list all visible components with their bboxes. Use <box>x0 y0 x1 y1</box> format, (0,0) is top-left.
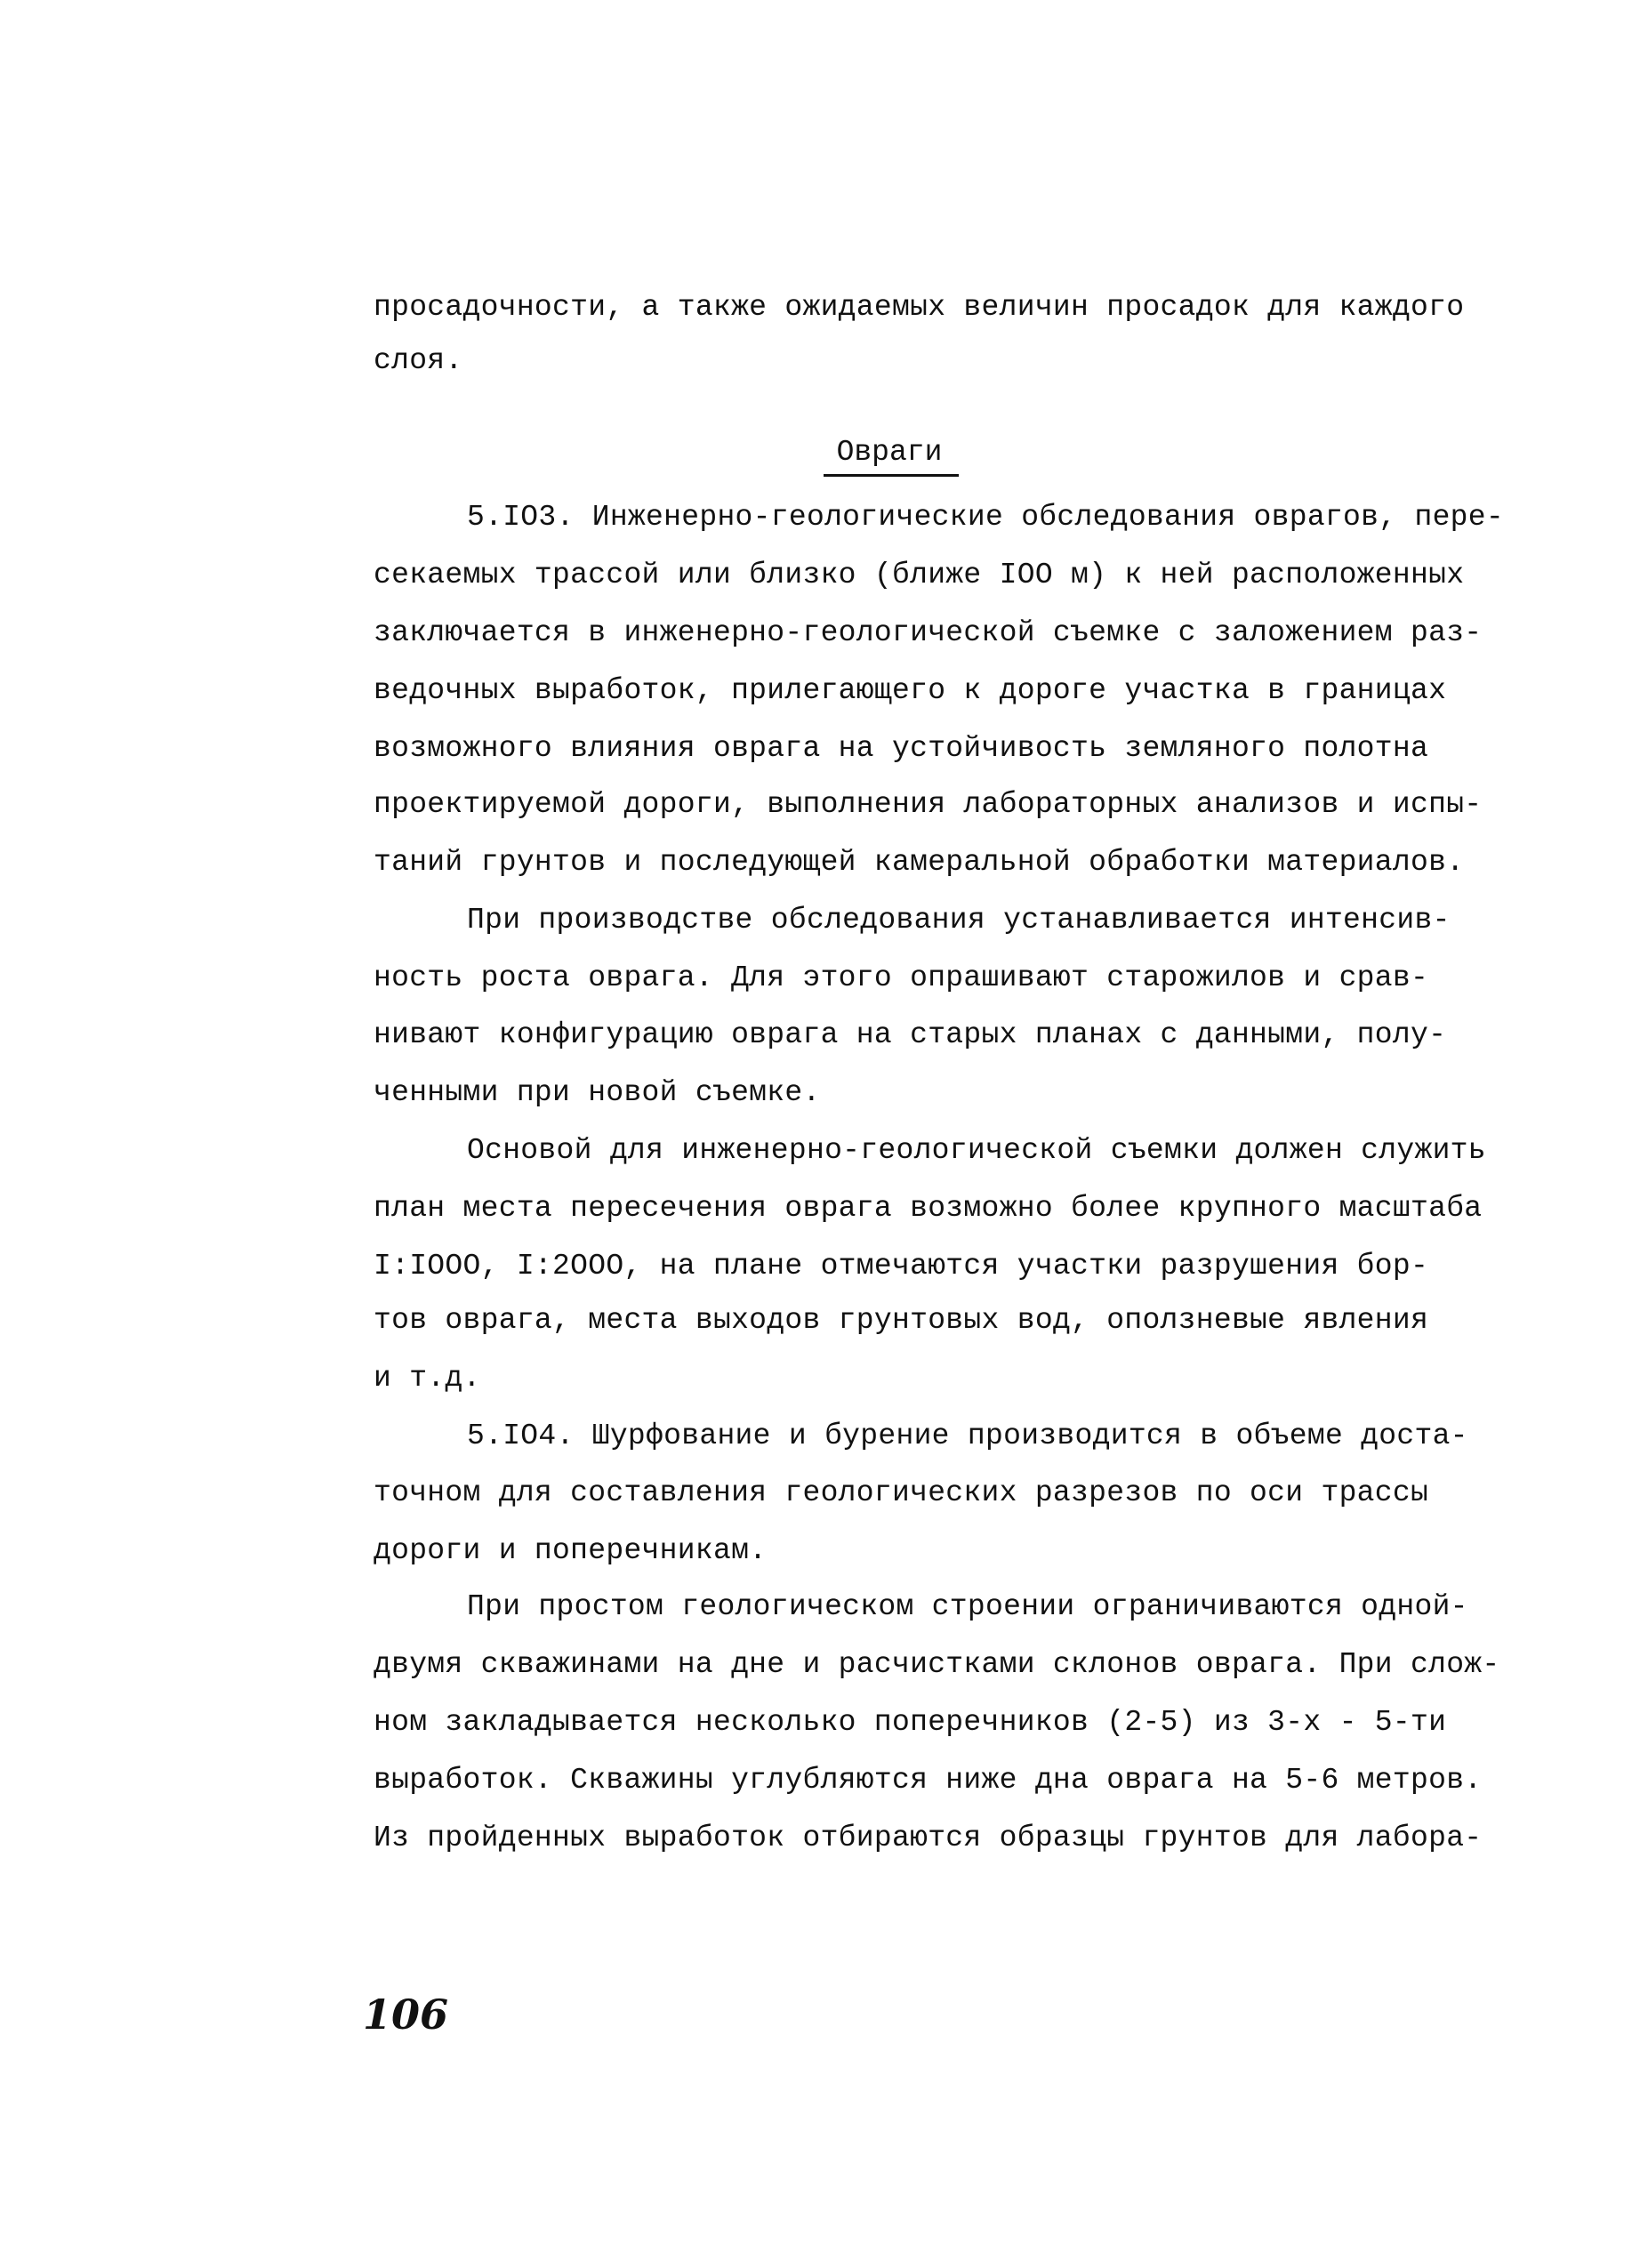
text-line: выработок. Скважины углубляются ниже дна оврага на 5-6 метров. <box>374 1764 1483 1797</box>
text-line: слоя. <box>374 344 463 377</box>
text-line: тов оврага, места выходов грунтовых вод, оползневые явления <box>374 1304 1429 1337</box>
text-line: заключается в инженерно-геологической съемке с заложением раз- <box>374 616 1483 649</box>
text-line: таний грунтов и последующей камеральной обработки материалов. <box>374 846 1465 879</box>
text-line: план места пересечения оврага возможно более крупного масштаба <box>374 1192 1483 1225</box>
text-line: секаемых трассой или близко (ближе IOO м) к ней расположенных <box>374 559 1465 591</box>
paragraph-first-line: 5.IO4. Шурфование и бурение производится в объеме доста- <box>467 1420 1468 1452</box>
text-line: точном для составления геологических разрезов по оси трассы <box>374 1476 1429 1509</box>
text-line: I:IOOO, I:2OOO, на плане отмечаются участки разрушения бор- <box>374 1250 1429 1283</box>
section-heading: Овраги <box>836 436 943 469</box>
paragraph-first-line: 5.IO3. Инженерно-геологические обследования оврагов, пере- <box>467 501 1504 534</box>
paragraph-first-line: При производстве обследования устанавливается интенсив- <box>467 904 1451 937</box>
text-line: ченными при новой съемке. <box>374 1076 821 1109</box>
text-line: и т.д. <box>374 1362 481 1395</box>
text-line: проектируемой дороги, выполнения лабораторных анализов и испы- <box>374 788 1483 821</box>
text-line: ведочных выработок, прилегающего к дороге участка в границах <box>374 674 1447 707</box>
page-number: 106 <box>363 1991 449 2039</box>
text-line: ном закладывается несколько поперечников (2-5) из 3-х - 5-ти <box>374 1706 1447 1739</box>
text-line: Из пройденных выработок отбираются образцы грунтов для лабора- <box>374 1822 1483 1854</box>
text-line: дороги и поперечникам. <box>374 1534 768 1567</box>
heading-underline <box>824 474 959 477</box>
text-line: ность роста оврага. Для этого опрашивают старожилов и срав- <box>374 961 1429 994</box>
paragraph-first-line: При простом геологическом строении ограничиваются одной- <box>467 1590 1468 1623</box>
text-line: двумя скважинами на дне и расчистками склонов оврага. При слож- <box>374 1648 1500 1681</box>
text-line: нивают конфигурацию оврага на старых планах с данными, полу- <box>374 1018 1447 1051</box>
text-line: просадочности, а также ожидаемых величин просадок для каждого <box>374 291 1465 324</box>
text-line: возможного влияния оврага на устойчивость земляного полотна <box>374 732 1429 765</box>
paragraph-first-line: Основой для инженерно-геологической съемки должен служить <box>467 1134 1486 1167</box>
